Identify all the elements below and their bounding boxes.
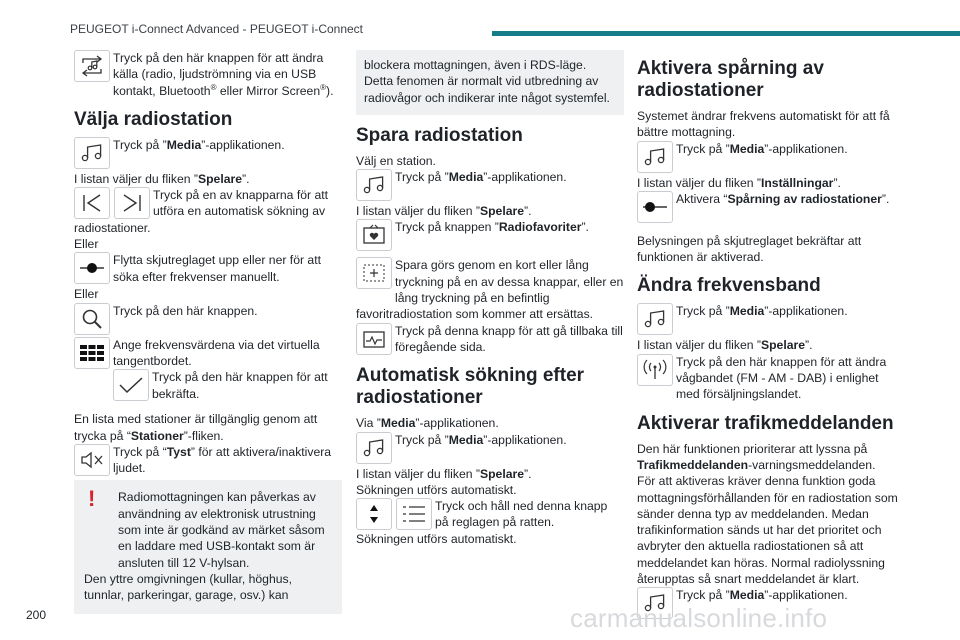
step-media: Tryck på ”Media”-applikationen. xyxy=(637,303,905,319)
music-note-icon xyxy=(637,303,673,335)
or-label: Eller xyxy=(74,287,99,302)
step-media: Tryck på ”Media”-applikationen. xyxy=(356,432,624,448)
search-icon xyxy=(74,303,110,335)
slider-icon xyxy=(74,252,110,284)
or-label: Eller xyxy=(74,237,99,252)
tracking-text: Systemet ändrar frekvens automatiskt för att få bättre mottagning. xyxy=(637,109,890,140)
step-media: Tryck på ”Media”-applikationen. xyxy=(356,169,624,185)
step-tab-player: I listan väljer du fliken ”Spelare”. xyxy=(356,466,532,481)
mute-icon xyxy=(74,444,110,476)
page-header xyxy=(0,0,960,40)
section-title-select-station: Välja radiostation xyxy=(74,108,233,130)
step-mute: Tryck på “Tyst” för att aktivera/inaktivera ljudet. xyxy=(74,444,342,477)
music-note-icon xyxy=(74,137,110,169)
music-note-icon xyxy=(637,141,673,173)
warning-continued: blockera mottagningen, även i RDS-läge. Detta fenomen är normalt vid utbredning av radiovågor och indikerar inte något systemfel. xyxy=(356,50,624,115)
list-icon xyxy=(396,498,432,530)
checkmark-icon xyxy=(113,369,149,401)
select-station-text: Välj en station. xyxy=(356,153,436,168)
up-down-arrows-icon xyxy=(356,498,392,530)
music-note-icon xyxy=(356,169,392,201)
source-switch-icon xyxy=(74,50,110,82)
stations-list-text: En lista med stationer är tillgänglig genom att trycka på “Stationer”-fliken. xyxy=(74,412,318,443)
section-title-tracking: Aktivera spårning av radiostationer xyxy=(637,58,824,101)
auto-search-text-2: Sökningen utförs automatiskt. xyxy=(356,531,517,546)
step-media: Tryck på ”Media”-applikationen. xyxy=(637,141,905,157)
step-tab-player: I listan väljer du fliken ”Spelare”. xyxy=(637,338,813,353)
step-back: Tryck på denna knapp för att gå tillbaka till föregående sida. xyxy=(356,323,624,356)
auto-search-text: Sökningen utförs automatiskt. xyxy=(356,482,517,497)
traffic-text-2: För att aktiveras kräver denna funktion goda mottagningsförhållanden för en radiostation som sänder denna typ av meddelanden. Medan trafikinformation sänds ut har det prioritet och avbryter den aktuella radiostationen så att meddelandet kan höras. Normal radiolyssning återupptas så snart meddelandet är klart. xyxy=(637,474,898,587)
source-text: Tryck på den här knappen för att ändra källa (radio, ljudströmning via en USB kontakt, Bluetooth® eller Mirror Screen®). xyxy=(113,51,334,98)
add-preset-icon xyxy=(356,257,392,289)
section-title-traffic: Aktiverar trafikmeddelanden xyxy=(637,412,894,434)
slider-icon xyxy=(637,191,673,223)
step-tab-player: I listan väljer du fliken ”Spelare”. xyxy=(74,171,250,186)
column-3 xyxy=(637,50,905,621)
step-tab-settings: I listan väljer du fliken ”Inställningar”. xyxy=(637,175,841,190)
section-title-band: Ändra frekvensband xyxy=(637,275,821,297)
step-search: Tryck på den här knappen. xyxy=(74,303,342,319)
step-media: Tryck på ”Media”-applikationen. xyxy=(637,587,905,603)
via-media-text: Via ”Media”-applikationen. xyxy=(356,416,499,431)
step-tab-player: I listan väljer du fliken ”Spelare”. xyxy=(356,204,532,219)
step-save-preset: Spara görs genom en kort eller lång tryckning på en av dessa knappar, eller en lång tryckning på en befintlig favoritradiostation som kommer att ersättas. xyxy=(356,258,624,322)
header-accent-bar xyxy=(492,31,960,36)
header-title: PEUGEOT i-Connect Advanced - PEUGEOT i-Connect xyxy=(70,22,364,36)
step-confirm: Tryck på den här knappen för att bekräfta. xyxy=(74,369,342,402)
warning-icon: ! xyxy=(88,486,96,512)
step-keypad: Ange frekvensvärdena via det virtuella tangentbordet. xyxy=(74,337,342,370)
section-title-save-station: Spara radiostation xyxy=(356,124,523,146)
watermark: carmanualsonline.info xyxy=(570,603,828,633)
step-media: Tryck på ”Media”-applikationen. xyxy=(74,137,342,153)
source-instruction xyxy=(74,50,342,99)
step-activate-tracking: Aktivera “Spårning av radiostationer”. xyxy=(637,191,905,207)
traffic-text-1: Den här funktionen prioriterar att lyssna på Trafikmeddelanden-varningsmeddelanden. xyxy=(637,441,876,472)
warning-box: ! Radiomottagningen kan påverkas av användning av elektronisk utrustning som inte är godkänd av märket såsom en laddare med USB-kontakt som är ansluten till 12 V-hylsan. Den yttre omgivningen (kullar, höghus, tunnlar, parkeringar, garage, osv.) kan xyxy=(74,480,342,613)
step-auto-search: Tryck på en av knapparna för att utföra en automatisk sökning av radiostationer. xyxy=(74,188,329,235)
antenna-icon xyxy=(637,354,673,386)
favorite-radio-icon xyxy=(356,219,392,251)
tracking-confirm-text: Belysningen på skjutreglaget bekräftar att funktionen är aktiverad. xyxy=(637,233,862,265)
music-note-icon xyxy=(356,432,392,464)
back-icon xyxy=(356,323,392,355)
keypad-icon xyxy=(74,337,110,369)
step-steering-controls: Tryck och håll ned denna knapp på reglagen på ratten. xyxy=(356,498,624,531)
next-track-icon xyxy=(114,187,150,219)
previous-track-icon xyxy=(74,187,110,219)
step-favorites: Tryck på knappen ”Radiofavoriter”. xyxy=(356,219,624,235)
step-slider: Flytta skjutreglaget upp eller ner för att söka efter frekvenser manuellt. xyxy=(74,252,342,285)
column-1 xyxy=(74,50,342,614)
step-band: Tryck på den här knappen för att ändra vågbandet (FM - AM - DAB) i enlighet med försäljningslandet. xyxy=(637,354,905,403)
section-title-auto-search: Automatisk sökning efter radiostationer xyxy=(356,365,585,409)
column-2 xyxy=(356,50,624,547)
page-number: 200 xyxy=(26,608,47,622)
